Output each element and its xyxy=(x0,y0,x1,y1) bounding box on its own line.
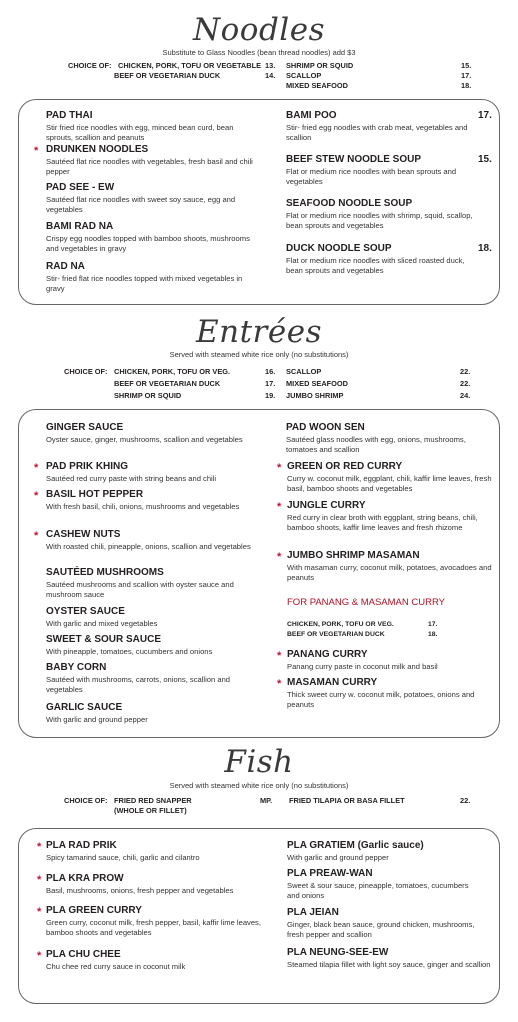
list-item xyxy=(287,677,492,710)
fish-choice-left-2: (WHOLE OR FILLET) xyxy=(114,806,187,815)
item-desc: Sautéed flat rice noodles with sweet soy sauce, egg and vegetables xyxy=(46,195,236,214)
entrees-choice-right-0-price: 22. xyxy=(460,367,471,376)
item-name: SEAFOOD NOODLE SOUP xyxy=(286,198,413,209)
item-name-suffix: (Garlic sauce) xyxy=(357,840,424,851)
list-item xyxy=(287,461,492,494)
item-name: PAD WOON SEN xyxy=(286,422,365,433)
item-desc: Green curry, coconut milk, fresh pepper, basil, kaffir lime leaves, bamboo shoots and vegetables xyxy=(46,918,261,937)
item-price: 15. xyxy=(478,154,492,165)
list-item xyxy=(46,144,261,177)
list-item xyxy=(286,110,478,143)
entrees-choice-right-0: SCALLOP xyxy=(286,367,322,376)
item-desc: Stir fried rice noodles with egg, minced bean curd, bean sprouts, scallion and peanuts xyxy=(46,123,234,142)
item-name: MASAMAN CURRY xyxy=(287,677,378,688)
list-item xyxy=(46,873,271,896)
item-name: SAUTÉED MUSHROOMS xyxy=(46,567,164,578)
entrees-choice-left-0: CHICKEN, PORK, TOFU OR VEG. xyxy=(114,367,231,376)
item-name: PLA PREAW-WAN xyxy=(287,868,373,879)
entrees-choice-right-2: JUMBO SHRIMP xyxy=(286,391,344,400)
item-name: PLA JEIAN xyxy=(287,907,339,918)
fish-choice-right-price: 22. xyxy=(460,796,471,805)
panang-choice-1: BEEF OR VEGETARIAN DUCK xyxy=(287,631,385,638)
entrees-choice-left-0-price: 16. xyxy=(265,367,276,376)
item-name: PLA GREEN CURRY xyxy=(46,905,142,916)
fish-choice-left-price: MP. xyxy=(260,796,273,805)
list-item xyxy=(287,840,492,863)
item-name: PLA RAD PRIK xyxy=(46,840,117,851)
spicy-marker: * xyxy=(37,874,42,886)
list-item xyxy=(46,606,261,629)
item-desc: Stir- fried egg noodles with crab meat, vegetables and scallion xyxy=(286,123,468,142)
list-item xyxy=(46,634,261,657)
item-name-main: PLA GRATIEM xyxy=(287,840,355,851)
item-name: PAD THAI xyxy=(46,110,93,121)
item-name: BASIL HOT PEPPER xyxy=(46,489,144,500)
noodles-choice-right-1: SCALLOP xyxy=(286,71,322,80)
noodles-choice-left-1: BEEF OR VEGETARIAN DUCK xyxy=(114,71,221,80)
spicy-marker: * xyxy=(277,551,282,563)
item-name: BAMI RAD NA xyxy=(46,221,114,232)
list-item xyxy=(46,567,261,600)
list-item xyxy=(287,550,492,583)
noodles-choice-left-0-price: 13. xyxy=(265,61,276,70)
entrees-choice-left-2: SHRIMP OR SQUID xyxy=(114,391,182,400)
item-name: OYSTER SAUCE xyxy=(46,606,125,617)
item-name: RAD NA xyxy=(46,261,85,272)
item-name: GREEN OR RED CURRY xyxy=(287,461,403,472)
fish-subtitle: Served with steamed white rice only (no substitutions) xyxy=(169,781,349,790)
list-item xyxy=(287,500,492,533)
spicy-marker: * xyxy=(34,530,39,542)
entrees-choice-right-2-price: 24. xyxy=(460,391,471,400)
spicy-marker: * xyxy=(277,462,282,474)
spicy-marker: * xyxy=(34,462,39,474)
list-item xyxy=(46,905,261,938)
item-desc: Red curry in clear broth with eggplant, string beans, chili, bamboo shoots, kaffir lime leaves and fresh rhizome xyxy=(287,513,478,532)
item-desc: Sautéed with mushrooms, carrots, onions, scallion and vegetables xyxy=(46,675,231,694)
list-item xyxy=(46,840,266,863)
item-name: GARLIC SAUCE xyxy=(46,702,123,713)
item-desc: Oyster sauce, ginger, mushrooms, scallion and vegetables xyxy=(46,435,243,444)
fish-choice-right: FRIED TILAPIA OR BASA FILLET xyxy=(289,796,405,805)
list-item xyxy=(287,649,492,672)
item-desc: Flat or medium rice noodles with shrimp, squid, scallop, bean sprouts and vegetables xyxy=(286,211,473,230)
item-desc: Sautéed red curry paste with string beans and chili xyxy=(46,474,217,483)
panang-choice-1-price: 18. xyxy=(428,631,438,638)
spicy-marker: * xyxy=(34,490,39,502)
item-desc: Panang curry paste in coconut milk and basil xyxy=(287,662,438,671)
item-desc: With garlic and mixed vegetables xyxy=(46,619,158,628)
entrees-choice-right-1: MIXED SEAFOOD xyxy=(286,379,349,388)
list-item xyxy=(46,182,261,215)
noodles-choice-right-1-price: 17. xyxy=(461,71,472,80)
list-item xyxy=(46,422,261,445)
spicy-marker: * xyxy=(37,841,42,853)
item-desc: Stir- fried flat rice noodles topped with mixed vegetables in gravy xyxy=(46,274,243,293)
spicy-marker: * xyxy=(34,145,39,157)
item-desc: With fresh basil, chili, onions, mushrooms and vegetables xyxy=(46,502,240,511)
item-name: PANANG CURRY xyxy=(287,649,368,660)
item-desc: With masaman curry, coconut milk, potatoes, avocadoes and peanuts xyxy=(287,563,492,582)
item-name xyxy=(287,840,492,852)
item-name: DUCK NOODLE SOUP xyxy=(286,243,392,254)
list-item xyxy=(287,947,492,970)
spicy-marker: * xyxy=(277,501,282,513)
list-item xyxy=(286,243,478,276)
item-name: PLA KRA PROW xyxy=(46,873,124,884)
entrees-choice-left-1-price: 17. xyxy=(265,379,276,388)
item-desc: Flat or medium rice noodles with sliced roasted duck, bean sprouts and vegetables xyxy=(286,256,465,275)
noodles-choice-right-2-price: 18. xyxy=(461,81,472,90)
noodles-choice-right-0: SHRIMP OR SQUID xyxy=(286,61,354,70)
item-name: PLA NEUNG-SEE-EW xyxy=(287,947,389,958)
entrees-title: Entrées xyxy=(196,314,322,350)
noodles-subtitle: Substitute to Glass Noodles (bean thread noodles) add $3 xyxy=(162,48,356,57)
item-name: SWEET & SOUR SAUCE xyxy=(46,634,162,645)
item-name: JUMBO SHRIMP MASAMAN xyxy=(287,550,420,561)
list-item xyxy=(287,868,482,901)
item-desc: Chu chee red curry sauce in coconut milk xyxy=(46,962,186,971)
spicy-marker: * xyxy=(37,906,42,918)
item-name: BABY CORN xyxy=(46,662,107,673)
list-item xyxy=(286,422,492,455)
item-desc: Sautéed mushrooms and scallion with oyster sauce and mushroom sauce xyxy=(46,580,234,599)
item-desc: With roasted chili, pineapple, onions, scallion and vegetables xyxy=(46,542,251,551)
noodles-choice-right-2: MIXED SEAFOOD xyxy=(286,81,349,90)
noodles-choice-left-0: CHICKEN, PORK, TOFU OR VEGETABLE xyxy=(118,61,262,70)
item-desc: Steamed tilapia fillet with light soy sauce, ginger and scallion xyxy=(287,960,491,969)
item-desc: With garlic and ground pepper xyxy=(287,853,389,862)
item-name: PAD SEE - EW xyxy=(46,182,115,193)
item-name: BAMI POO xyxy=(286,110,337,121)
item-desc: Ginger, black bean sauce, ground chicken, mushrooms, fresh pepper and scallion xyxy=(287,920,475,939)
spicy-marker: * xyxy=(277,678,282,690)
list-item xyxy=(46,221,261,254)
fish-choice-label: CHOICE OF: xyxy=(64,796,108,805)
item-desc: Flat or medium rice noodles with bean sprouts and vegetables xyxy=(286,167,457,186)
item-name: PLA CHU CHEE xyxy=(46,949,121,960)
item-price: 17. xyxy=(478,110,492,121)
list-item xyxy=(46,461,261,484)
panang-heading: FOR PANANG & MASAMAN CURRY xyxy=(287,597,446,608)
list-item xyxy=(286,198,478,231)
item-name: PAD PRIK KHING xyxy=(46,461,129,472)
noodles-choice-left-1-price: 14. xyxy=(265,71,276,80)
entrees-choice-label: CHOICE OF: xyxy=(64,367,108,376)
item-name: CASHEW NUTS xyxy=(46,529,121,540)
list-item xyxy=(46,949,261,972)
list-item xyxy=(46,261,261,294)
noodles-title: Noodles xyxy=(193,12,325,48)
item-desc: With pineapple, tomatoes, cucumbers and onions xyxy=(46,647,213,656)
item-desc: Crispy egg noodles topped with bamboo shoots, mushrooms and vegetables in gravy xyxy=(46,234,250,253)
item-desc: Curry w. coconut milk, eggplant, chili, kaffir lime leaves, fresh basil, bamboo shoots and vegetables xyxy=(287,474,492,493)
list-item xyxy=(46,110,261,143)
item-name: JUNGLE CURRY xyxy=(287,500,366,511)
entrees-choice-right-1-price: 22. xyxy=(460,379,471,388)
list-item xyxy=(287,907,492,940)
item-name: GINGER SAUCE xyxy=(46,422,124,433)
spicy-marker: * xyxy=(277,650,282,662)
item-name: BEEF STEW NOODLE SOUP xyxy=(286,154,422,165)
entrees-choice-left-2-price: 19. xyxy=(265,391,276,400)
item-desc: Sautéed glass noodles with egg, onions, mushrooms, tomatoes and scallion xyxy=(286,435,466,454)
noodles-choice-label: CHOICE OF: xyxy=(68,61,112,70)
entrees-subtitle: Served with steamed white rice only (no substitutions) xyxy=(169,350,349,359)
fish-title: Fish xyxy=(224,744,294,780)
list-item xyxy=(46,489,261,512)
list-item xyxy=(46,529,261,552)
item-desc: With garlic and ground pepper xyxy=(46,715,148,724)
item-price: 18. xyxy=(478,243,492,254)
spicy-marker: * xyxy=(37,950,42,962)
item-desc: Sweet & sour sauce, pineapple, tomatoes, cucumbers and onions xyxy=(287,881,469,900)
list-item xyxy=(46,702,261,725)
list-item xyxy=(286,154,478,187)
item-desc: Sautéed flat rice noodles with vegetables, fresh basil and chili pepper xyxy=(46,157,253,176)
item-desc: Basil, mushrooms, onions, fresh pepper and vegetables xyxy=(46,886,234,895)
entrees-choice-left-1: BEEF OR VEGETARIAN DUCK xyxy=(114,379,221,388)
item-name: DRUNKEN NOODLES xyxy=(46,144,149,155)
item-desc: Thick sweet curry w. coconut milk, potatoes, onions and peanuts xyxy=(287,690,475,709)
noodles-choice-right-0-price: 15. xyxy=(461,61,472,70)
panang-choice-0-price: 17. xyxy=(428,621,438,628)
list-item xyxy=(46,662,261,695)
item-desc: Spicy tamarind sauce, chili, garlic and cilantro xyxy=(46,853,200,862)
panang-choice-0: CHICKEN, PORK, TOFU OR VEG. xyxy=(287,621,394,628)
fish-choice-left: FRIED RED SNAPPER xyxy=(114,796,192,805)
